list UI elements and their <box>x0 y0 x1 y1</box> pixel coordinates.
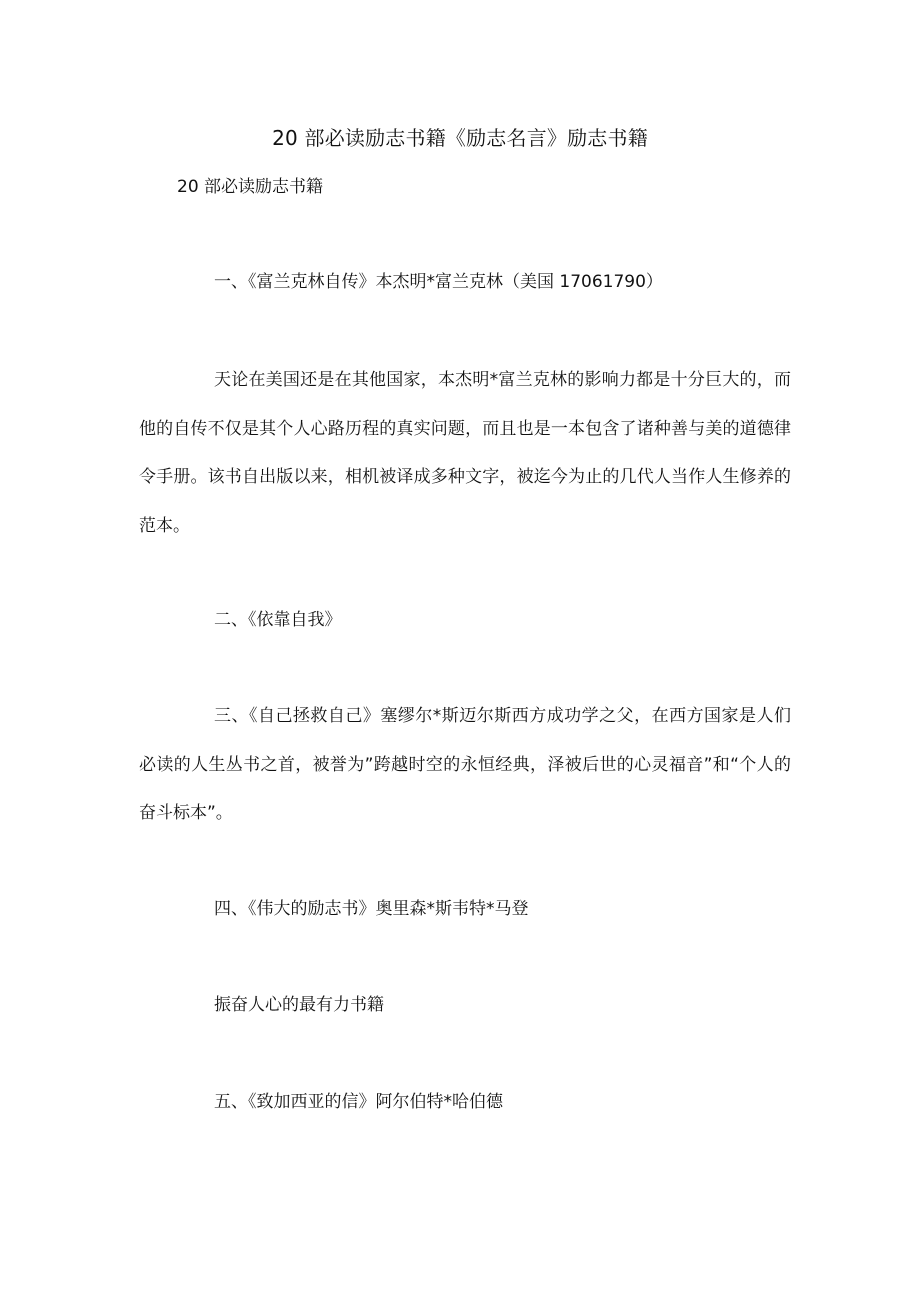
section-3-paragraph: 三、《自己拯救自己》塞缪尔*斯迈尔斯西方成功学之父，在西方国家是人们必读的人生丛书之首，被誉为”跨越时空的永恒经典，泽被后世的心灵福音”和“个人的奋斗标本”。 <box>139 706 791 823</box>
section-4-paragraph: 振奋人心的最有力书籍 <box>214 995 384 1015</box>
document-title: 20 部必读励志书籍《励志名言》励志书籍 <box>272 126 648 150</box>
section-1-heading: 一、《富兰克林自传》本杰明*富兰克林（美国 17061790） <box>214 272 663 292</box>
section-5-heading: 五、《致加西亚的信》阿尔伯特*哈伯德 <box>214 1092 503 1112</box>
section-4-heading: 四、《伟大的励志书》奥里森*斯韦特*马登 <box>214 899 529 919</box>
section-2-heading: 二、《依靠自我》 <box>214 610 342 630</box>
section-1-paragraph: 天论在美国还是在其他国家，本杰明*富兰克林的影响力都是十分巨大的，而他的自传不仅是其个人心路历程的真实问题，而且也是一本包含了诸种善与美的道德律令手册。该书自出版以来，相机被译成多种文字，被迄今为止的几代人当作人生修养的范本。 <box>139 370 791 536</box>
document-subtitle: 20 部必读励志书籍 <box>177 177 324 197</box>
